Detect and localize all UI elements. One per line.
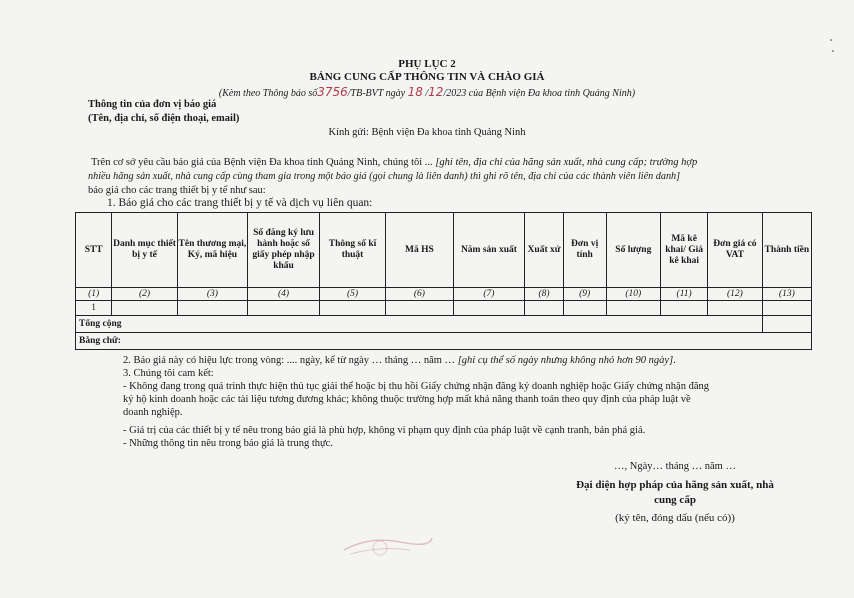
column-number: (3): [177, 288, 248, 301]
subtitle-mid2: /: [425, 88, 429, 99]
intro-line-2: nhiều hãng sản xuất, nhà cung cấp cùng tham gia trong một báo giá (gọi chung là liên danh) thì ghi rõ tên, địa chỉ của các thành viên liên danh]: [88, 171, 681, 182]
table-header-row: [76, 213, 812, 288]
table-cell: [708, 301, 763, 316]
header-cell: Đơn vị tính: [563, 213, 606, 288]
signature-date: …, Ngày… tháng … năm …: [614, 461, 736, 472]
intro-line-3: báo giá cho các trang thiết bị y tế như sau:: [88, 185, 266, 196]
intro-line-1-text: Trên cơ sở yêu cầu báo giá của Bệnh viện Đa khoa tỉnh Quảng Ninh, chúng tôi ...: [91, 157, 436, 168]
recipient-line: Kính gửi: Bệnh viện Đa khoa tỉnh Quảng Ninh: [328, 127, 526, 138]
handwritten-month: 12: [428, 85, 444, 99]
validity-text: 2. Báo giá này có hiệu lực trong vòng: .... ngày, kể từ ngày … tháng … năm …: [123, 355, 458, 366]
header-cell: Xuất xứ: [525, 213, 564, 288]
table-cell: [453, 301, 525, 316]
column-number: (10): [606, 288, 661, 301]
column-number: (7): [453, 288, 525, 301]
section-1-heading: 1. Báo giá cho các trang thiết bị y tế và dịch vụ liên quan:: [107, 197, 373, 209]
header-cell: Đơn giá có VAT: [708, 213, 763, 288]
header-cell: Số đăng ký lưu hành hoặc số giấy phép nhập khẩu: [248, 213, 320, 288]
commitment-heading: 3. Chúng tôi cam kết:: [123, 368, 214, 379]
signature-title-line-1: Đại diện hợp pháp của hãng sản xuất, nhà: [576, 479, 774, 491]
header-cell: Số lượng: [606, 213, 661, 288]
total-row: [76, 316, 812, 333]
vendor-info-detail: (Tên, địa chỉ, số điện thoại, email): [88, 113, 240, 124]
row-stt: 1: [76, 301, 112, 316]
scan-speck-mark: [828, 38, 838, 58]
column-number: (5): [319, 288, 385, 301]
header-cell: Danh mục thiết bị y tế: [112, 213, 177, 288]
table-cell: [248, 301, 320, 316]
handwritten-notice-number: 3756: [317, 85, 348, 99]
column-number: (6): [386, 288, 453, 301]
appendix-label: PHỤ LỤC 2: [398, 58, 456, 70]
signature-title-line-2: cung cấp: [654, 494, 696, 506]
amount-in-words-label: Bằng chữ:: [76, 333, 812, 350]
subtitle-suffix: /2023 của Bệnh viện Đa khoa tỉnh Quảng Ninh): [443, 88, 636, 99]
commitment-3: - Những thông tin nêu trong báo giá là trung thực.: [123, 438, 333, 449]
header-cell: Thông số kĩ thuật: [319, 213, 385, 288]
validity-term: [123, 354, 676, 367]
table-cell: [525, 301, 564, 316]
column-number: (2): [112, 288, 177, 301]
intro-line-1-instruction: [ghi tên, địa chỉ của hãng sản xuất, nhà cung cấp; trường hợp: [435, 157, 698, 168]
amount-in-words-row: [76, 333, 812, 350]
table-row: [76, 301, 812, 316]
header-cell: Mã HS: [386, 213, 453, 288]
subtitle-mid1: /TB-BVT ngày: [347, 88, 406, 99]
table-cell: [112, 301, 177, 316]
table-cell: [661, 301, 708, 316]
column-number: (8): [525, 288, 564, 301]
document-title: BẢNG CUNG CẤP THÔNG TIN VÀ CHÀO GIÁ: [309, 71, 545, 83]
commitment-1-line-1: - Không đang trong quá trình thực hiện thủ tục giải thể hoặc bị thu hồi Giấy chứng nhận đăng ký doanh nghiệp hoặc Giấy chứng nhận đăng: [123, 381, 709, 392]
column-number-row: [76, 288, 812, 301]
commitment-1-line-2: ký hộ kinh doanh hoặc các tài liệu tương đương khác; không thuộc trường hợp mất khả năng thanh toán theo quy định của pháp luật về: [123, 394, 691, 405]
table-cell: [563, 301, 606, 316]
table-cell: [606, 301, 661, 316]
document-subtitle: [0, 85, 854, 99]
table-cell: [762, 301, 811, 316]
column-number: (11): [661, 288, 708, 301]
quote-table: [75, 212, 812, 350]
validity-instruction: [ghi cụ thể số ngày nhưng không nhỏ hơn 90 ngày]: [457, 355, 674, 366]
column-number: (9): [563, 288, 606, 301]
total-value-cell: [762, 316, 811, 333]
column-number: (1): [76, 288, 112, 301]
header-cell: Tên thương mại, Ký, mã hiệu: [177, 213, 248, 288]
faded-stamp-mark: [340, 528, 435, 558]
header-cell: Mã kê khai/ Giá kê khai: [661, 213, 708, 288]
intro-line-1: [91, 156, 697, 169]
handwritten-day: 18: [407, 85, 423, 99]
table-cell: [319, 301, 385, 316]
column-number: (12): [708, 288, 763, 301]
validity-end: .: [673, 355, 676, 366]
commitment-2: - Giá trị của các thiết bị y tế nêu trong báo giá là phù hợp, không vi phạm quy định của pháp luật về cạnh tranh, bán phá giá.: [123, 425, 646, 436]
table-cell: [177, 301, 248, 316]
column-number: (13): [762, 288, 811, 301]
header-cell: STT: [76, 213, 112, 288]
commitment-1-line-3: doanh nghiệp.: [123, 407, 183, 418]
vendor-info-label: Thông tin của đơn vị báo giá: [88, 99, 217, 110]
column-number: (4): [248, 288, 320, 301]
header-cell: Thành tiền: [762, 213, 811, 288]
table-cell: [386, 301, 453, 316]
subtitle-prefix: (Kèm theo Thông báo số: [218, 88, 318, 99]
signature-note: (ký tên, đóng dấu (nếu có)): [615, 512, 735, 524]
header-cell: Năm sản xuất: [453, 213, 525, 288]
total-label: Tổng cộng: [76, 316, 763, 333]
